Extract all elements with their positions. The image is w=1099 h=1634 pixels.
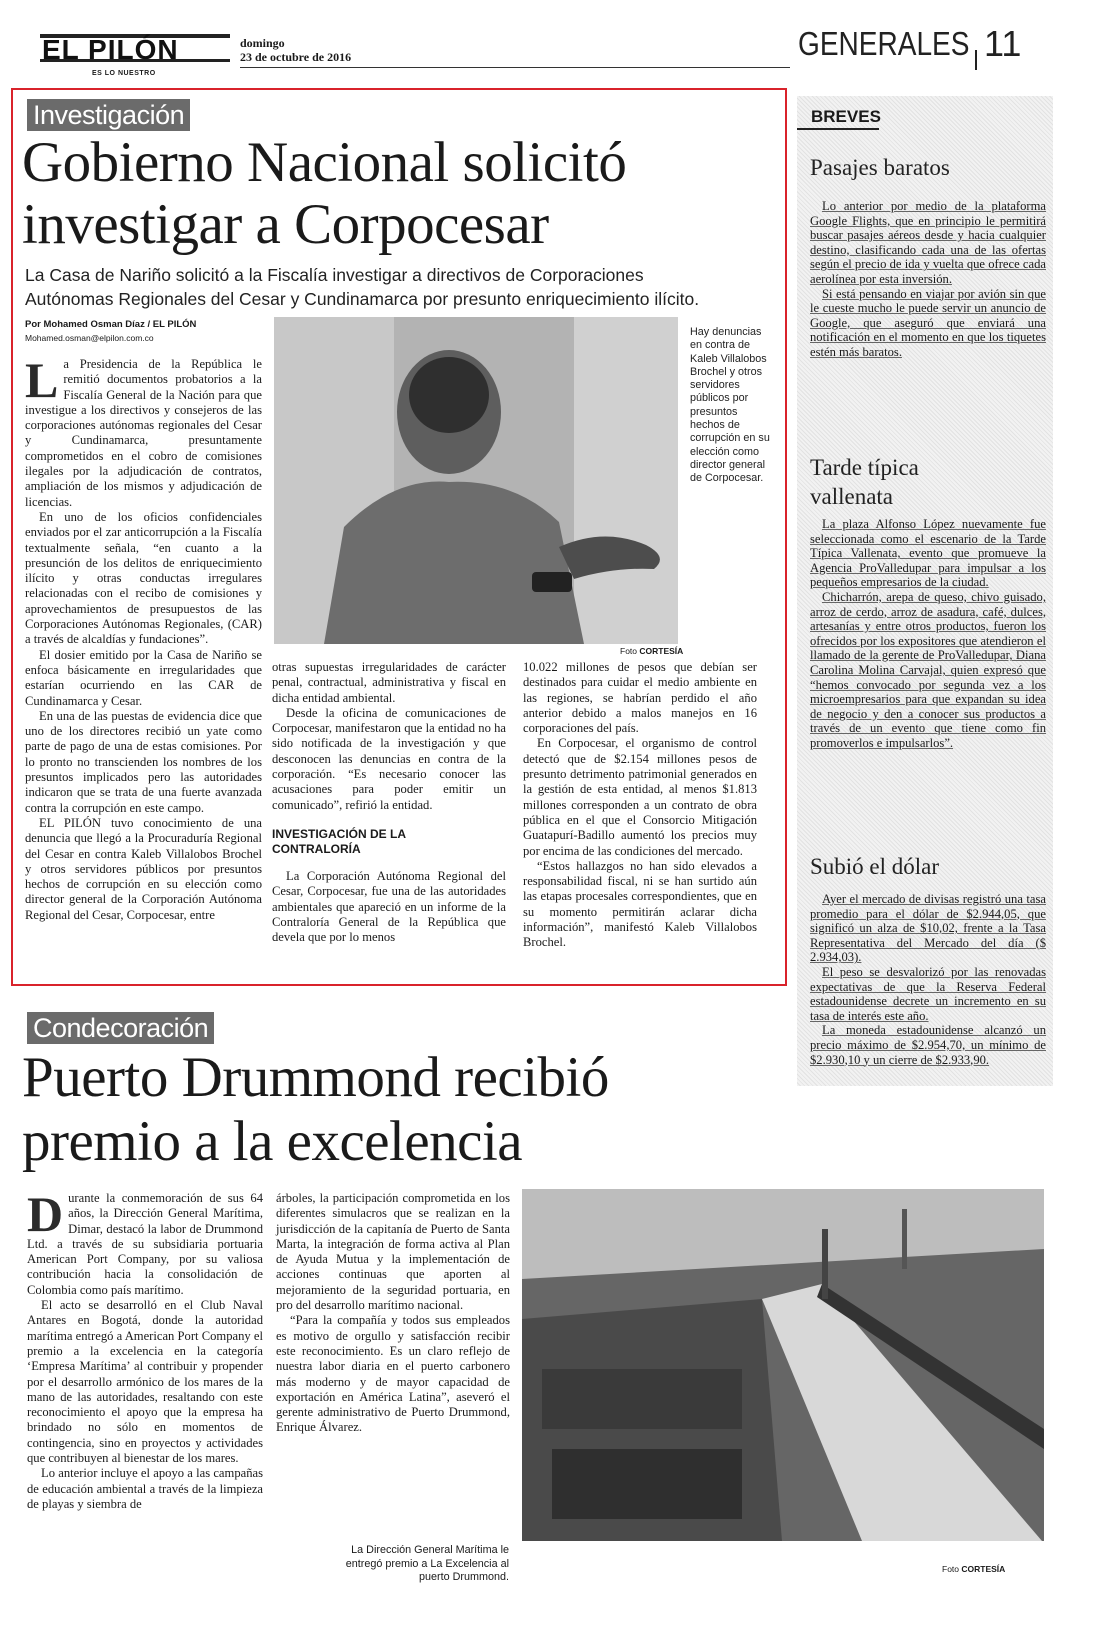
brief-1 — [810, 154, 1046, 360]
article2-photo — [522, 1189, 1044, 1541]
paragraph: otras supuestas irregularidades de carácter penal, contractual, administrativa y fiscal en dicha entidad ambiental. — [272, 660, 506, 705]
dropcap: L — [25, 352, 59, 408]
article2-column-1 — [27, 1186, 263, 1512]
article2-column-2 — [276, 1191, 510, 1436]
paragraph: Si está pensando en viajar por avión sin que le cueste mucho le puede servir un anuncio de Google, que aseguró que enviará una notificación en el momento en que los tiquetes estén más baratos. — [810, 286, 1046, 359]
headline-line: Gobierno Nacional solicitó — [22, 131, 627, 194]
kicker-label: Condecoración — [27, 1012, 214, 1044]
article2-headline — [22, 1046, 802, 1174]
subhead: INVESTIGACIÓN DE LA CONTRALORÍA — [272, 826, 406, 856]
deck-line: La Casa de Nariño solicitó a la Fiscalía investigar a directivos de Corporaciones — [25, 265, 644, 285]
paragraph: a Presidencia de la República le remitió documentos probatorios a la Fiscalía General de la Nación para que investigue a los directivos y consejeros de las corporaciones autónomas regionales del Cesar y Cundinamarca, presuntamente comprometidos en el cobro de comisiones ilegales por la adjudicación de contratos, ampliación de los mismos y adjudicación de licencias. — [25, 357, 262, 509]
article1-column-2 — [272, 660, 506, 945]
section-name: GENERALES — [798, 25, 970, 62]
article2-kicker — [27, 1012, 214, 1044]
paragraph: El peso se desvalorizó por las renovadas expectativas de que la Reserva Federal estadounidense decrete un incremento en su tasa de interés este año. — [810, 964, 1046, 1023]
byline: Por Mohamed Osman Díaz / EL PILÓN — [25, 319, 197, 330]
paragraph: En uno de los oficios confidenciales enviados por el zar anticorrupción a la Fiscalía textualmente señala, “en cuanto a la presunción de los delitos de enriquecimiento ilícito y otras conductas irregulares relacionadas con el recibo de comisiones y aprovechamientos de presupuestos de las Corporaciones Autónomas Regionales, (CAR) a través de alcaldías y fundaciones”. — [25, 509, 262, 647]
brief-2 — [810, 453, 1046, 751]
article1-column-3 — [523, 660, 757, 951]
paragraph: Desde la oficina de comunicaciones de Corpocesar, manifestaron que la entidad no ha sido notificada de la investigación y que desconocen las denuncias en contra de la corporación. “Es necesario conocer las acusaciones para poder emitir un comunicado”, refirió la entidad. — [272, 705, 506, 812]
portrait-illustration — [274, 317, 678, 644]
headline-line: Puerto Drummond recibió — [22, 1046, 609, 1109]
paragraph: “Estos hallazgos no han sido elevados a responsabilidad fiscal, ni se han surtido aún las etapas procesales correspondientes, que en su momento permitirán aclarar dicha información”, manifestó Kaleb Villalobos Brochel. — [523, 858, 757, 950]
paragraph: En Corpocesar, el organismo de control detectó que de $2.154 millones pesos de presunto detrimento patrimonial generados en la gestión de esta entidad, al menos $1.813 millones corresponden a un contrato de obra pública en el que el Consorcio Mitigación Guatapurí-Badillo aumentó los precios muy por encima de las condiciones del mercado. — [523, 736, 757, 858]
credit-label: Foto — [620, 646, 638, 656]
page-number: 11 — [984, 23, 1022, 64]
paragraph: Chicharrón, arepa de queso, chivo guisado, arroz de cerdo, arroz de asadura, café, dulces, artesanías y entre otros productos, fueron los ofrecidos por los expositores que atendieron el llamado de la gerente de ProValledupar, Diana Carolina Molina Carvajal, quien expresó que “hemos convocado por segunda vez a los microempresarios para que expandan su idea de negocio y den a conocer sus productos a través de un evento que tiene como fin promoverlos e impulsarlos”. — [810, 589, 1046, 750]
brief-body — [810, 892, 1046, 1067]
masthead-date: 23 de octubre de 2016 — [240, 50, 352, 64]
kicker-label: Investigación — [27, 99, 190, 131]
paragraph: Ayer el mercado de divisas registró una tasa promedio para el dólar de $2.944,05, que significó un alza de $10,02, frente a la Tasa Representativa del Mercado del día ($ 2.934,03). — [810, 892, 1046, 965]
article1-caption: Hay denuncias en contra de Kaleb Villalobos Brochel y otros servidores públicos por presuntos hechos de corrupción en su elección como director general de Corpocesar. — [690, 326, 770, 485]
credit-name: CORTESÍA — [639, 646, 684, 656]
brief-3 — [810, 853, 1046, 1067]
byline-email: Mohamed.osman@elpilon.com.co — [25, 333, 154, 343]
headline-line: investigar a Corpocesar — [22, 193, 549, 256]
article1-kicker — [27, 99, 190, 131]
paragraph: La moneda estadounidense alcanzó un precio máximo de $2.954,70, un mínimo de $2.930,10 y un cierre de $2.933,90. — [810, 1023, 1046, 1067]
paragraph: Lo anterior por medio de la plataforma Google Flights, que en principio le permitirá buscar pasajes aéreos desde y hacia cualquier destino, clasificando cada una de las ofertas según el precio de ida y vuelta que ofrece cada aerolínea por esta inversión. — [810, 199, 1046, 286]
brief-title: Tarde típica vallenata — [810, 455, 919, 509]
article1-deck — [25, 263, 785, 311]
paragraph: 10.022 millones de pesos que debían ser destinados para cuidar el medio ambiente en las regiones, se habrían perdido el año anterior debido a malos manejos en 16 corporaciones del país. — [523, 660, 757, 736]
section-divider — [975, 50, 977, 70]
article1-photo-credit — [620, 646, 683, 656]
credit-name: CORTESÍA — [961, 1564, 1006, 1574]
article2-caption: La Dirección General Marítima le entregó premio a La Excelencia al puerto Drummond. — [345, 1544, 509, 1583]
masthead-day: domingo — [240, 36, 285, 50]
paragraph: urante la conmemoración de sus 64 años, la Dirección General Marítima, Dimar, destacó la labor de Drummond Ltd. a través de su subsidiaria portuaria American Port Company, por su valiosa contribución hacia la consolidación de Colombia como país marítimo. — [27, 1191, 263, 1297]
paragraph: En una de las puestas de evidencia dice que uno de los directores recibió un yate como parte de pago de una de estas comisiones. Por lo pronto no transcienden los nombres de los presuntos implicados pero las autoridades indicaron que se trata de una fuerte avanzada contra la corrupción en este campo. — [25, 708, 262, 815]
brief-title: Subió el dólar — [810, 854, 940, 879]
article1-photo — [274, 317, 678, 644]
logo-text: EL PILÓN — [42, 34, 179, 65]
paragraph: Lo anterior incluye el apoyo a las campañas de educación ambiental a través de la limpieza de playas y siembra de — [27, 1466, 263, 1511]
paragraph: El dosier emitido por la Casa de Nariño se enfoca básicamente en irregularidades que estarían ocurriendo en las CAR de Cundinamarca y Cesar. — [25, 647, 262, 708]
brief-title: Pasajes baratos — [810, 155, 950, 180]
article1-column-1 — [25, 352, 262, 923]
sidebar-label: BREVES — [797, 106, 879, 130]
article2-photo-credit — [942, 1564, 1005, 1574]
deck-line: Autónomas Regionales del Cesar y Cundinamarca por presunto enriquecimiento ilícito. — [25, 289, 700, 309]
paragraph: La Corporación Autónoma Regional del Cesar, Corpocesar, fue una de las autoridades ambientales que apareció en un informe de la Contraloría General de la República que devela que por lo menos — [272, 868, 506, 945]
paragraph: “Para la compañía y todos sus empleados es motivo de orgullo y satisfacción recibir este reconocimiento. Es un claro reflejo de nuestra labor diaria en el puerto carbonero más moderno y de mayor capacidad de exportación en América Latina”, aseveró el gerente administrativo de Puerto Drummond, Enrique Álvarez. — [276, 1313, 510, 1435]
paragraph: EL PILÓN tuvo conocimiento de una denuncia que llegó a la Procuraduría Regional del Cesar en contra Kaleb Villalobos Brochel y otros servidores públicos por presuntos hechos de corrupción en su elección como director general de la Corporación Autónoma Regional del Cesar, Corpocesar, entre — [25, 815, 262, 922]
credit-label: Foto — [942, 1564, 960, 1574]
brief-body — [810, 199, 1046, 360]
masthead-rule — [240, 67, 790, 68]
port-illustration — [522, 1189, 1044, 1541]
paragraph: La plaza Alfonso López nuevamente fue seleccionada como el escenario de la Tarde Típica Vallenata, evento que promueve la Agencia ProValledupar para impulsar a los pequeños empresarios de la ciudad. — [810, 517, 1046, 590]
dropcap: D — [27, 1186, 64, 1242]
masthead — [0, 0, 1099, 90]
article1-headline — [22, 132, 782, 256]
paragraph: El acto se desarrolló en el Club Naval Antares en Bogotá, donde la autoridad marítima entregó a American Port Company el premio a la excelencia en la categoría ‘Empresa Marítima’ al contribuir y propender por el desarrollo armónico de los mares de la mano de las autoridades, resaltando con este reconocimiento el apoyo que la empresa ha brindado no sólo en momentos de contingencia, sino en proyectos y actividades que contribuyen al bienestar de los mares. — [27, 1298, 263, 1466]
paragraph: árboles, la participación comprometida en los diferentes simulacros que se realizan en la jurisdicción de la capitanía de Puerto de Santa Marta, la integración de forma activa al Plan de Ayuda Mutua y la implementación de acciones continuas que aporten al mejoramiento de la seguridad portuaria, en pro del desarrollo marítimo nacional. — [276, 1191, 510, 1313]
headline-line: premio a la excelencia — [22, 1110, 523, 1173]
brief-body — [810, 517, 1046, 751]
logo-slogan: ES LO NUESTRO — [92, 70, 156, 77]
